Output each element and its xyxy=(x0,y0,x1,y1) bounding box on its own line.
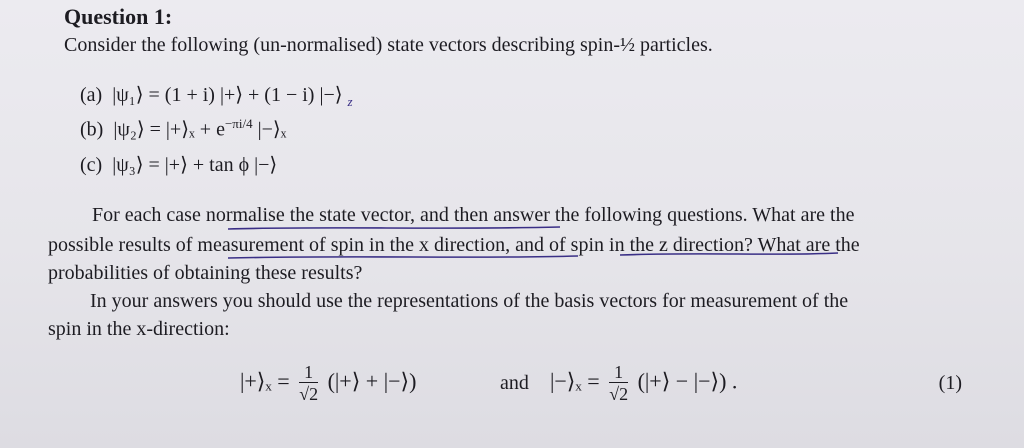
paragraph-line-5: spin in the x-direction: xyxy=(48,318,230,340)
item-a-expr: |ψ₁⟩ = (1 + i) |+⟩ + (1 − i) |−⟩ xyxy=(112,84,343,106)
eq-right-minus: (|+⟩ − |−⟩) . xyxy=(637,368,738,394)
eq-numerator-1: 1 xyxy=(299,362,318,383)
eq-numerator-2: 1 xyxy=(609,362,628,383)
paragraph-line-3: probabilities of obtaining these results? xyxy=(48,262,363,284)
item-b-expr: |ψ₂⟩ = |+⟩ₓ + e xyxy=(113,118,225,141)
eq-denominator-2: √2 xyxy=(609,384,629,404)
item-a-handwritten-z: z xyxy=(347,94,353,109)
item-a-label: (a) xyxy=(80,84,103,106)
underline-measurement-x xyxy=(228,256,578,258)
underline-spin-z xyxy=(620,253,838,255)
item-b-label: (b) xyxy=(80,118,104,141)
underline-normalise xyxy=(228,227,560,229)
question-intro: Consider the following (un-normalised) state vectors describing spin-½ particles. xyxy=(64,34,713,56)
item-c-label: (c) xyxy=(80,154,103,176)
question-title: Question 1: xyxy=(64,4,173,29)
item-c-expr: |ψ₃⟩ = |+⟩ + tan ϕ |−⟩ xyxy=(112,154,278,176)
equation-number: (1) xyxy=(938,372,962,394)
eq-left-minus: |−⟩ₓ = xyxy=(550,368,600,394)
paragraph-line-2: possible results of measurement of spin in the x direction, and of spin in the z direction? What are the xyxy=(48,234,860,256)
paragraph-line-4: In your answers you should use the representations of the basis vectors for measurement of the xyxy=(90,290,849,312)
item-b-exponent: −πi/4 xyxy=(224,116,253,131)
eq-left-plus: |+⟩ₓ = xyxy=(240,368,290,394)
paragraph-line-1: For each case normalise the state vector, and then answer the following questions. What are the xyxy=(92,204,855,226)
eq-denominator-1: √2 xyxy=(299,384,319,404)
eq-and: and xyxy=(500,372,529,394)
eq-right-plus: (|+⟩ + |−⟩) xyxy=(327,368,417,394)
item-b-tail: |−⟩ₓ xyxy=(257,118,287,141)
